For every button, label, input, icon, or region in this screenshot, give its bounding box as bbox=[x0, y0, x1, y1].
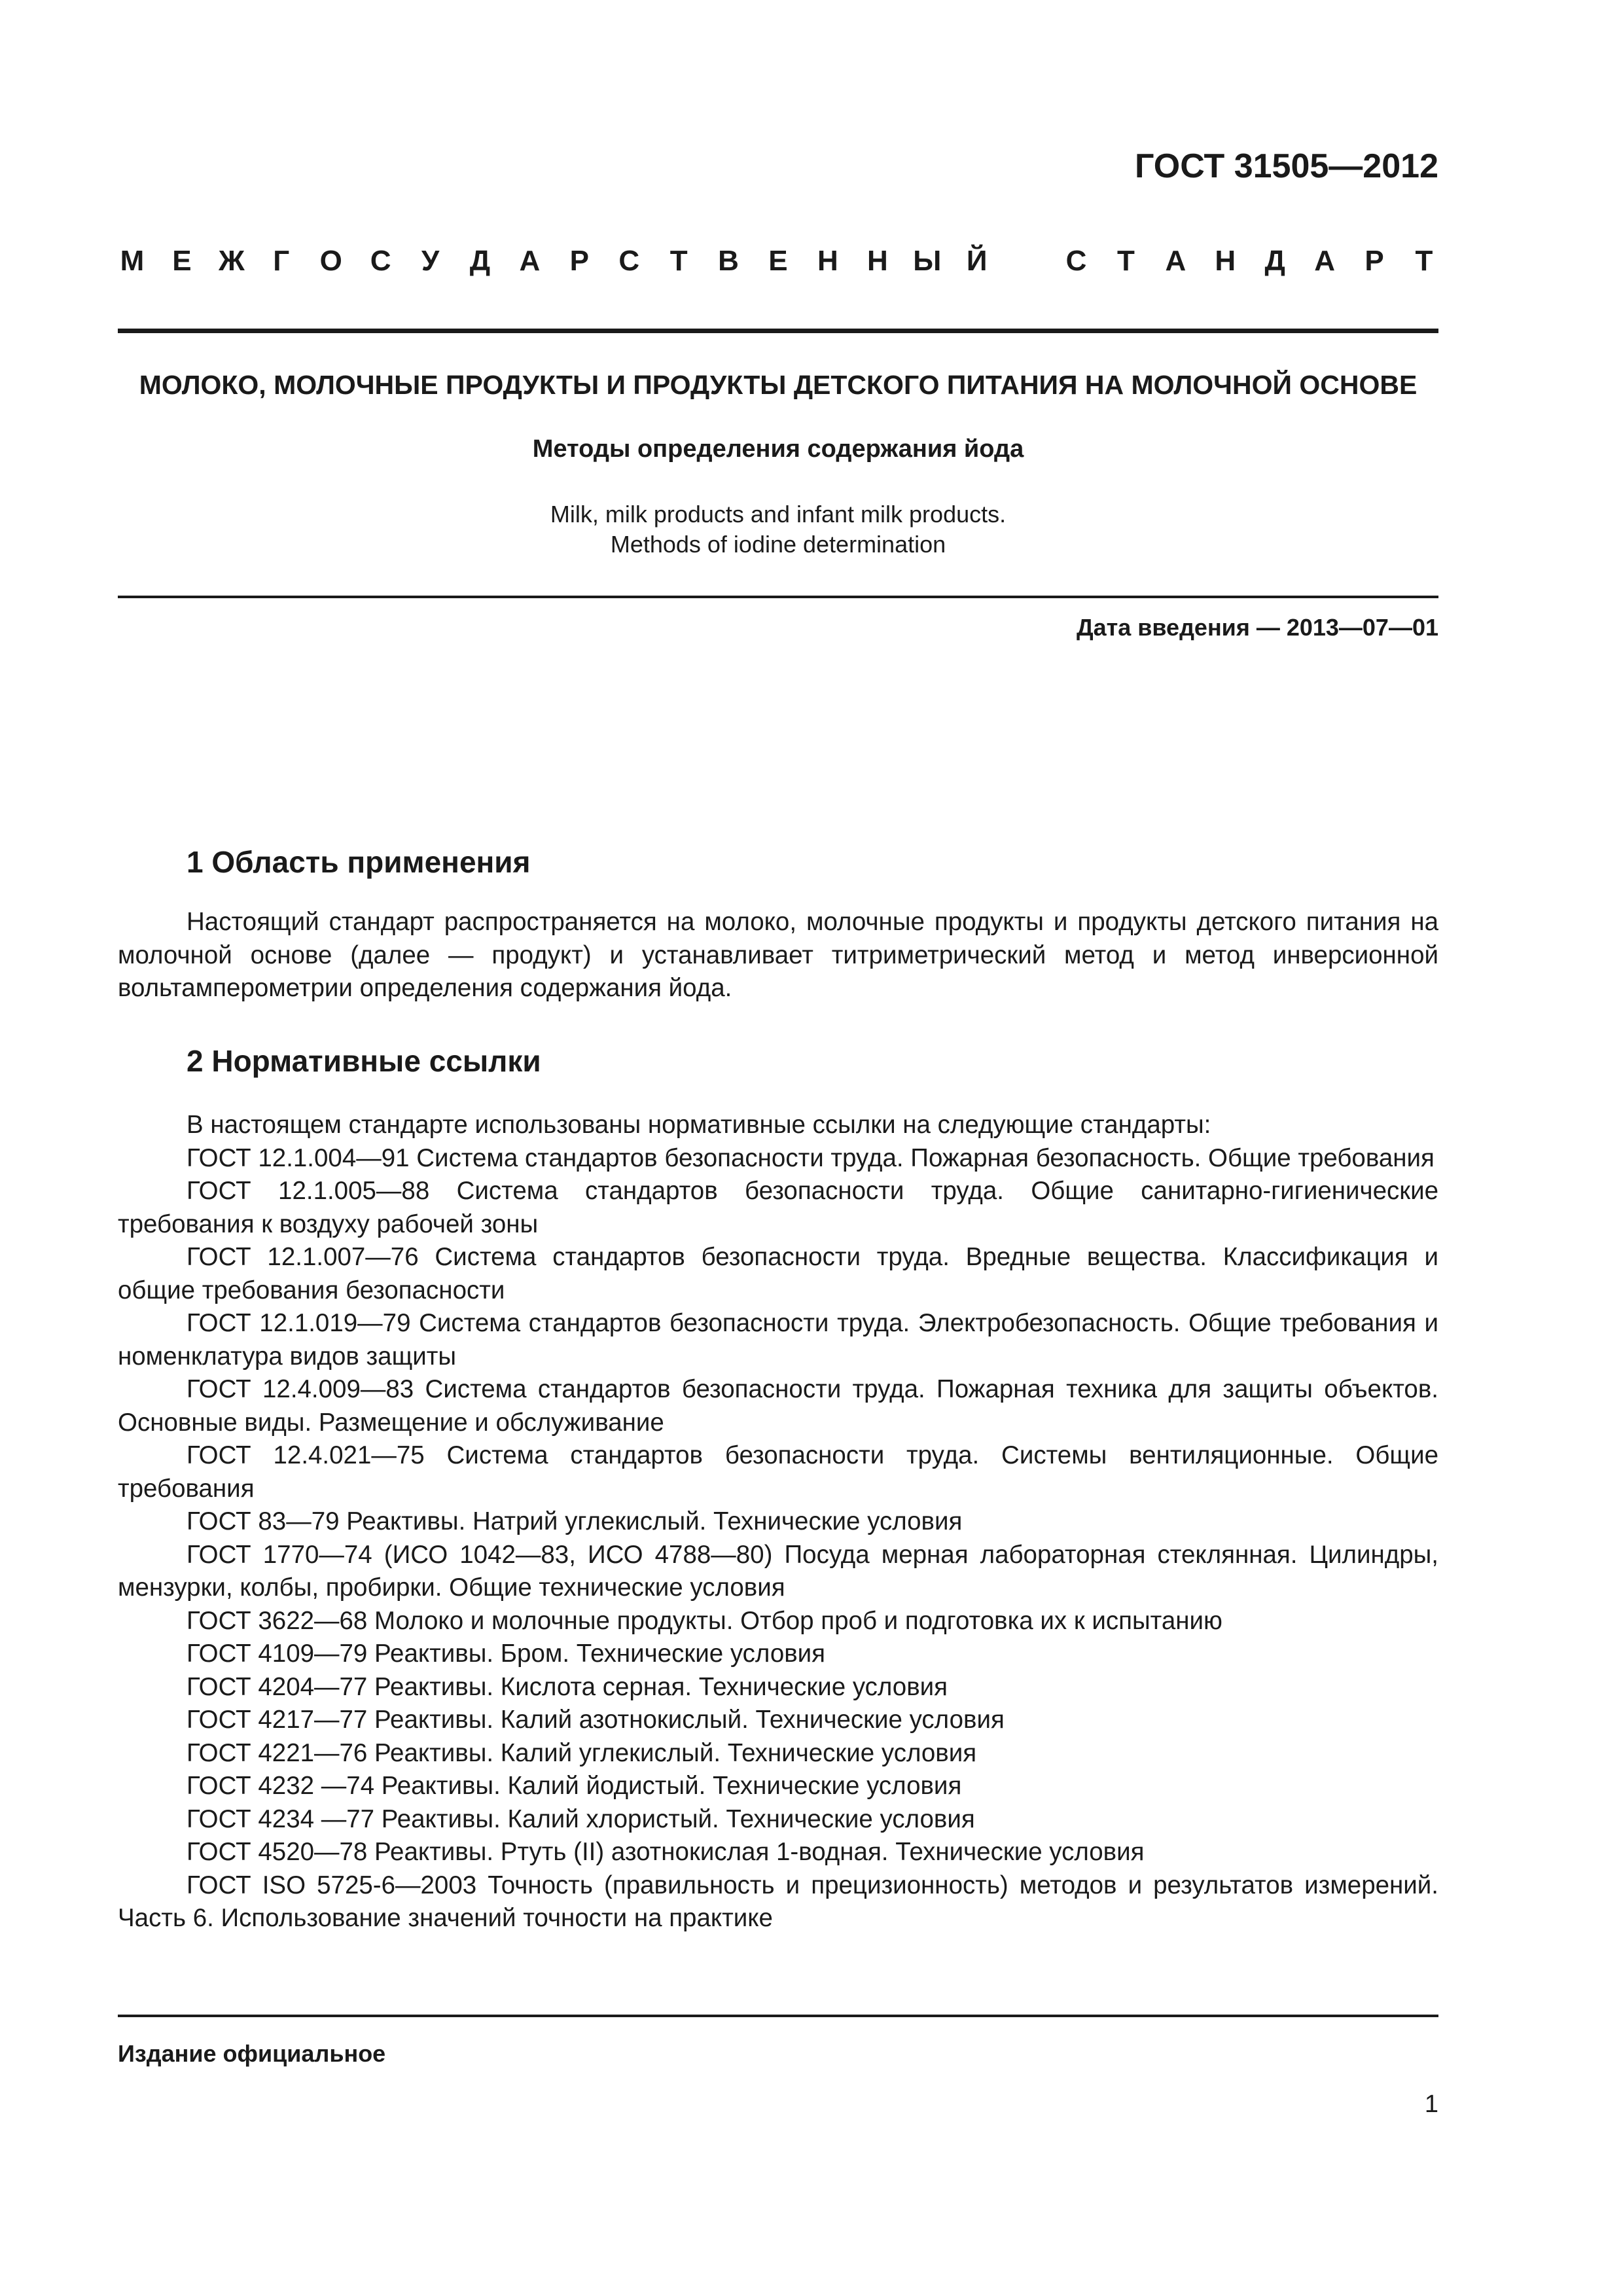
reference-item: ГОСТ 12.1.004—91 Система стандартов безопасности труда. Пожарная безопасность. Общие требования bbox=[187, 1143, 1435, 1172]
standard-number: ГОСТ 31505—2012 bbox=[1135, 147, 1438, 185]
banner-letter: Д bbox=[1264, 245, 1285, 277]
reference-item: ГОСТ 4234 —77 Реактивы. Калий хлористый. Технические условия bbox=[187, 1804, 975, 1833]
reference-item: ГОСТ 4109—79 Реактивы. Бром. Технические условия bbox=[187, 1640, 826, 1668]
banner-letter: А bbox=[519, 245, 541, 277]
banner-letter: А bbox=[1314, 245, 1336, 277]
section-1-heading: 1 Область применения bbox=[187, 845, 531, 879]
title-divider bbox=[118, 596, 1438, 598]
banner-space bbox=[1012, 245, 1041, 287]
banner-letter: Й bbox=[966, 245, 988, 277]
banner-letter: Т bbox=[1116, 245, 1135, 277]
banner-letter: Д bbox=[469, 245, 491, 277]
introduction-date: Дата введения — 2013—07—01 bbox=[1076, 614, 1438, 641]
banner-letter: Н bbox=[866, 245, 888, 277]
reference-item: ГОСТ 12.4.021—75 Система стандартов безопасности труда. Системы вентиляционные. Общие требования bbox=[118, 1441, 1438, 1503]
banner-letter: Р bbox=[1364, 245, 1384, 277]
normative-references-list bbox=[118, 1109, 1438, 1935]
banner-letter: Ж bbox=[218, 245, 245, 277]
reference-item: ГОСТ 4221—76 Реактивы. Калий углекислый. Технические условия bbox=[187, 1738, 977, 1767]
banner-letter: Т bbox=[1415, 245, 1433, 277]
banner-letter: Н bbox=[1215, 245, 1236, 277]
english-title bbox=[118, 499, 1438, 560]
banner-letter: С bbox=[618, 245, 640, 277]
official-edition-label: Издание официальное bbox=[118, 2040, 386, 2067]
reference-item: ГОСТ ISO 5725-6—2003 Точность (правильность и прецизионность) методов и результатов измерений. Часть 6. Использование значений точности на практике bbox=[118, 1871, 1438, 1932]
reference-item: ГОСТ 12.1.005—88 Система стандартов безопасности труда. Общие санитарно-гигиенические требования к воздуху рабочей зоны bbox=[118, 1177, 1438, 1238]
interstate-standard-banner bbox=[118, 245, 1438, 287]
reference-item: ГОСТ 4520—78 Реактивы. Ртуть (II) азотнокислая 1-водная. Технические условия bbox=[187, 1838, 1145, 1866]
reference-item: ГОСТ 83—79 Реактивы. Натрий углекислый. Технические условия bbox=[187, 1507, 963, 1535]
banner-letter: Ы bbox=[913, 245, 942, 277]
section-2-heading: 2 Нормативные ссылки bbox=[187, 1044, 541, 1078]
document-subtitle: Методы определения содержания йода bbox=[532, 435, 1024, 463]
banner-letter: Р bbox=[569, 245, 589, 277]
footer-divider bbox=[118, 2015, 1438, 2017]
banner-letter: Н bbox=[817, 245, 838, 277]
banner-letter: О bbox=[319, 245, 342, 277]
banner-letter: М bbox=[120, 245, 145, 277]
english-title-line: Methods of iodine determination bbox=[610, 531, 946, 558]
reference-item: ГОСТ 12.4.009—83 Система стандартов безопасности труда. Пожарная техника для защиты объектов. Основные виды. Размещение и обслуживание bbox=[118, 1375, 1438, 1437]
reference-item: ГОСТ 12.1.019—79 Система стандартов безопасности труда. Электробезопасность. Общие требования и номенклатура видов защиты bbox=[118, 1309, 1438, 1371]
reference-item: ГОСТ 4204—77 Реактивы. Кислота серная. Технические условия bbox=[187, 1672, 948, 1701]
banner-letter: С bbox=[1065, 245, 1087, 277]
banner-letter: Е bbox=[768, 245, 788, 277]
banner-letter: Т bbox=[669, 245, 688, 277]
banner-letter: С bbox=[370, 245, 391, 277]
reference-item: ГОСТ 3622—68 Молоко и молочные продукты. Отбор проб и подготовка их к испытанию bbox=[187, 1606, 1222, 1635]
reference-item: ГОСТ 1770—74 (ИСО 1042—83, ИСО 4788—80) Посуда мерная лабораторная стеклянная. Цилиндры, мензурки, колбы, пробирки. Общие технические условия bbox=[118, 1540, 1438, 1602]
banner-letter: Г bbox=[273, 245, 290, 277]
header-divider bbox=[118, 329, 1438, 333]
document-title: МОЛОКО, МОЛОЧНЫЕ ПРОДУКТЫ И ПРОДУКТЫ ДЕТСКОГО ПИТАНИЯ НА МОЛОЧНОЙ ОСНОВЕ bbox=[139, 370, 1418, 400]
reference-item: ГОСТ 12.1.007—76 Система стандартов безопасности труда. Вредные вещества. Классификация и общие требования безопасности bbox=[118, 1243, 1438, 1304]
references-intro: В настоящем стандарте использованы нормативные ссылки на следующие стандарты: bbox=[187, 1111, 1211, 1139]
section-1-text: Настоящий стандарт распространяется на молоко, молочные продукты и продукты детского питания на молочной основе (далее — продукт) и устанавливает титриметрический метод и метод инверсионной вольтамперометрии определения содержания йода. bbox=[118, 908, 1438, 1002]
page-number: 1 bbox=[1424, 2090, 1438, 2118]
banner-letter: А bbox=[1165, 245, 1186, 277]
banner-letter: У bbox=[421, 245, 440, 277]
banner-letter: В bbox=[718, 245, 739, 277]
reference-item: ГОСТ 4217—77 Реактивы. Калий азотнокислый. Технические условия bbox=[187, 1706, 1005, 1734]
banner-letter: Е bbox=[172, 245, 192, 277]
english-title-line: Milk, milk products and infant milk products. bbox=[550, 501, 1007, 528]
reference-item: ГОСТ 4232 —74 Реактивы. Калий йодистый. Технические условия bbox=[187, 1772, 962, 1800]
